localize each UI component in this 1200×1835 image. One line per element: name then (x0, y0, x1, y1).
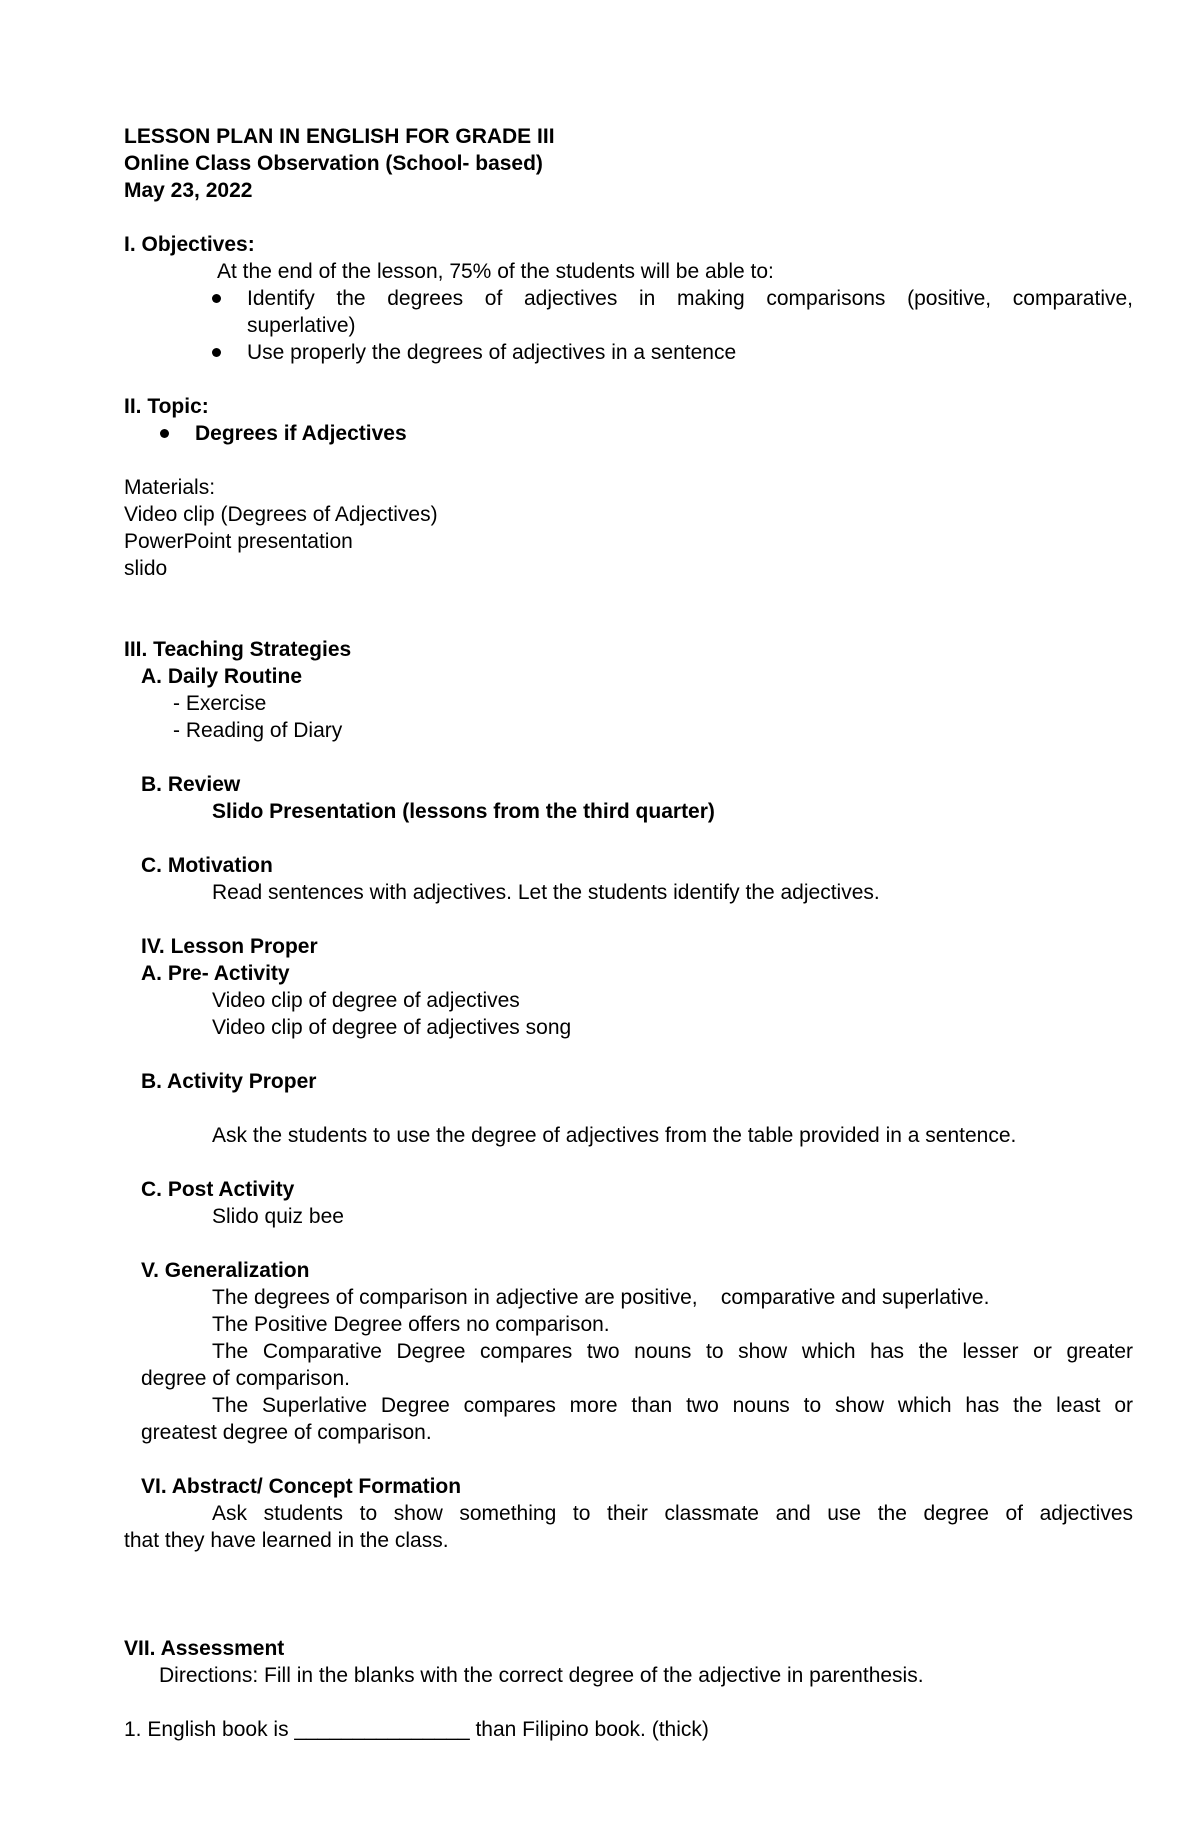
generalization-line: greatest degree of comparison. (141, 1421, 432, 1444)
generalization-line: degree of comparison. (141, 1367, 350, 1390)
objectives-heading: I. Objectives: (124, 233, 255, 256)
topic-item: Degrees if Adjectives (195, 422, 407, 445)
review-text: Slido Presentation (lessons from the third quarter) (212, 800, 715, 823)
generalization-line: The Superlative Degree compares more than two nouns to show which has the least or (212, 1394, 1133, 1417)
teaching-strategies-heading: III. Teaching Strategies (124, 638, 352, 661)
generalization-line: The Comparative Degree compares two nouns to show which has the lesser or greater (212, 1340, 1133, 1363)
activity-proper-text: Ask the students to use the degree of adjectives from the table provided in a sentence. (212, 1124, 1017, 1147)
motivation-heading: C. Motivation (141, 854, 273, 877)
assessment-heading: VII. Assessment (124, 1637, 285, 1660)
bullet-icon (212, 294, 221, 303)
material-item: slido (124, 557, 168, 580)
post-activity-heading: C. Post Activity (141, 1178, 295, 1201)
document-subtitle: Online Class Observation (School- based) (124, 152, 543, 175)
generalization-heading: V. Generalization (141, 1259, 310, 1282)
document-title: LESSON PLAN IN ENGLISH FOR GRADE III (124, 125, 555, 148)
post-activity-text: Slido quiz bee (212, 1205, 344, 1228)
objectives-intro: At the end of the lesson, 75% of the students will be able to: (217, 260, 774, 283)
assessment-item: 1. English book is _______________ than Filipino book. (thick) (124, 1718, 709, 1741)
lesson-proper-heading: IV. Lesson Proper (141, 935, 318, 958)
pre-activity-heading: A. Pre- Activity (141, 962, 290, 985)
objective-item-1-line-2: superlative) (247, 314, 356, 337)
abstract-heading: VI. Abstract/ Concept Formation (141, 1475, 462, 1498)
activity-proper-heading: B. Activity Proper (141, 1070, 317, 1093)
materials-label: Materials: (124, 476, 216, 499)
pre-activity-item: Video clip of degree of adjectives song (212, 1016, 572, 1039)
assessment-directions: Directions: Fill in the blanks with the correct degree of the adjective in parenthesis. (159, 1664, 924, 1687)
daily-routine-heading: A. Daily Routine (141, 665, 303, 688)
topic-heading: II. Topic: (124, 395, 209, 418)
generalization-line: The Positive Degree offers no comparison. (212, 1313, 610, 1336)
daily-routine-item: - Reading of Diary (173, 719, 343, 742)
daily-routine-item: - Exercise (173, 692, 267, 715)
bullet-icon (212, 348, 221, 357)
abstract-line-2: that they have learned in the class. (124, 1529, 449, 1552)
motivation-text: Read sentences with adjectives. Let the students identify the adjectives. (212, 881, 880, 904)
pre-activity-item: Video clip of degree of adjectives (212, 989, 520, 1012)
document-date: May 23, 2022 (124, 179, 253, 202)
generalization-line: The degrees of comparison in adjective are positive, comparative and superlative. (212, 1286, 990, 1309)
material-item: PowerPoint presentation (124, 530, 353, 553)
objective-item-1-line-1: Identify the degrees of adjectives in making comparisons (positive, comparative, (247, 287, 1133, 310)
objective-item-2: Use properly the degrees of adjectives in a sentence (247, 341, 737, 364)
abstract-line-1: Ask students to show something to their classmate and use the degree of adjectives (212, 1502, 1133, 1525)
review-heading: B. Review (141, 773, 241, 796)
material-item: Video clip (Degrees of Adjectives) (124, 503, 438, 526)
bullet-icon (160, 429, 169, 438)
